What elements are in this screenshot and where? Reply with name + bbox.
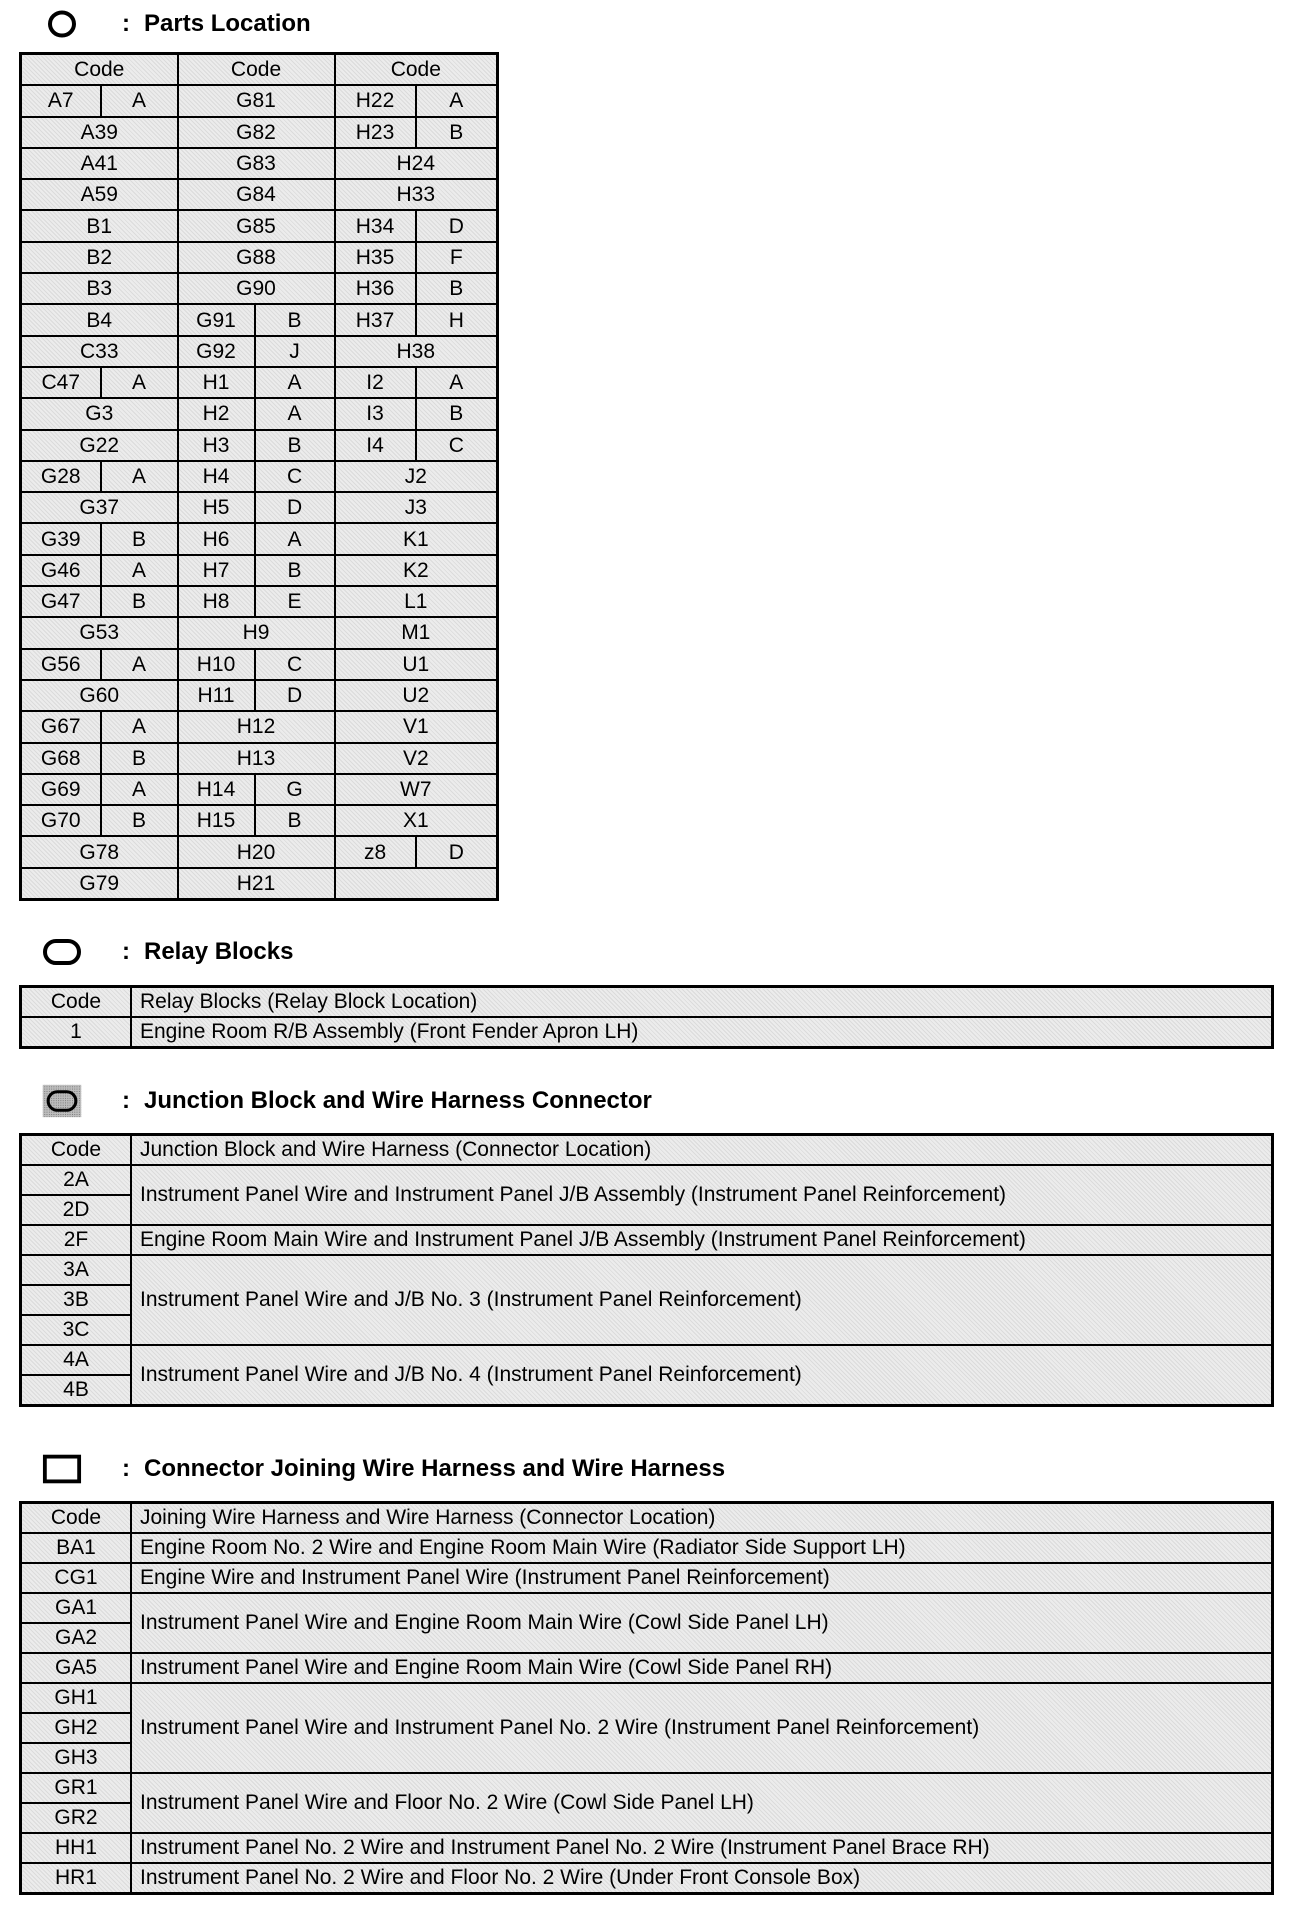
part-code-cell: H33 xyxy=(335,179,498,210)
connector-code-cell: 2A xyxy=(21,1165,132,1195)
table-row xyxy=(21,367,498,398)
junction-block-title: Junction Block and Wire Harness Connector xyxy=(144,1087,652,1114)
part-code-cell: G70 xyxy=(21,805,101,836)
connector-location-cell: Instrument Panel Wire and Engine Room Main Wire (Cowl Side Panel RH) xyxy=(131,1653,1273,1683)
part-code-cell: G79 xyxy=(21,868,178,900)
connector-code-cell: GA5 xyxy=(21,1653,132,1683)
connector-code-cell: GH2 xyxy=(21,1713,132,1743)
table-row xyxy=(21,273,498,304)
table-row xyxy=(21,586,498,617)
column-header: Code xyxy=(178,54,335,86)
connector-code-cell: 3A xyxy=(21,1255,132,1285)
connector-code-cell: GH3 xyxy=(21,1743,132,1773)
table-row xyxy=(21,430,498,461)
part-variant-cell: A xyxy=(101,367,178,398)
part-variant-cell: J xyxy=(255,336,335,367)
connector-location-cell: Instrument Panel Wire and Engine Room Main Wire (Cowl Side Panel LH) xyxy=(131,1593,1273,1653)
table-row xyxy=(21,1533,1273,1563)
part-code-cell: H24 xyxy=(335,148,498,179)
connector-code-cell: GH1 xyxy=(21,1683,132,1713)
connector-location-cell: Engine Room Main Wire and Instrument Panel J/B Assembly (Instrument Panel Reinforcement) xyxy=(131,1225,1273,1255)
part-code-cell: H35 xyxy=(335,242,416,273)
connector-code-cell: GA2 xyxy=(21,1623,132,1653)
part-code-cell: H2 xyxy=(178,398,255,429)
relay-blocks-table xyxy=(19,985,1274,1049)
part-code-cell: H38 xyxy=(335,336,498,367)
part-code-cell: G47 xyxy=(21,586,101,617)
connector-code-cell: GR2 xyxy=(21,1803,132,1833)
part-code-cell: I3 xyxy=(335,398,416,429)
connector-code-cell: HH1 xyxy=(21,1833,132,1863)
part-code-cell: B4 xyxy=(21,304,178,335)
part-code-cell xyxy=(335,868,498,900)
connector-code-cell: 4B xyxy=(21,1375,132,1406)
part-code-cell: G90 xyxy=(178,273,335,304)
description-column-header: Joining Wire Harness and Wire Harness (Connector Location) xyxy=(131,1503,1273,1534)
connector-code-cell: GR1 xyxy=(21,1773,132,1803)
part-code-cell: H3 xyxy=(178,430,255,461)
table-row xyxy=(21,461,498,492)
relay-blocks-title: Relay Blocks xyxy=(144,938,294,965)
part-code-cell: H1 xyxy=(178,367,255,398)
table-row xyxy=(21,523,498,554)
table-header-row xyxy=(21,987,1273,1018)
column-header: Code xyxy=(335,54,498,86)
rounded-rect-symbol-icon xyxy=(42,938,82,966)
part-code-cell: G60 xyxy=(21,680,178,711)
junction-block-table xyxy=(19,1133,1274,1407)
part-variant-cell: B xyxy=(255,430,335,461)
junction-block-header xyxy=(42,1083,652,1119)
table-row xyxy=(21,680,498,711)
table-row xyxy=(21,179,498,210)
part-variant-cell: B xyxy=(416,273,498,304)
connector-code-cell: BA1 xyxy=(21,1533,132,1563)
part-variant-cell: B xyxy=(101,805,178,836)
table-row xyxy=(21,743,498,774)
parts-location-table xyxy=(19,52,499,901)
connector-location-cell: Instrument Panel Wire and Floor No. 2 Wire (Cowl Side Panel LH) xyxy=(131,1773,1273,1833)
part-code-cell: I2 xyxy=(335,367,416,398)
part-code-cell: U1 xyxy=(335,649,498,680)
connector-location-cell: Instrument Panel Wire and J/B No. 3 (Instrument Panel Reinforcement) xyxy=(131,1255,1273,1345)
part-variant-cell: A xyxy=(101,774,178,805)
part-code-cell: G3 xyxy=(21,398,178,429)
part-code-cell: H37 xyxy=(335,304,416,335)
connector-joining-table xyxy=(19,1501,1274,1895)
junction-block-colon: : xyxy=(122,1087,130,1114)
part-variant-cell: F xyxy=(416,242,498,273)
part-variant-cell: A xyxy=(101,85,178,116)
part-code-cell: H7 xyxy=(178,555,255,586)
table-row xyxy=(21,1255,1273,1285)
part-variant-cell: D xyxy=(255,680,335,711)
part-code-cell: W7 xyxy=(335,774,498,805)
code-column-header: Code xyxy=(21,1503,132,1534)
part-variant-cell: A xyxy=(255,367,335,398)
part-code-cell: H13 xyxy=(178,743,335,774)
connector-location-cell: Engine Room R/B Assembly (Front Fender Apron LH) xyxy=(131,1017,1273,1048)
table-row xyxy=(21,1345,1273,1375)
part-code-cell: H9 xyxy=(178,617,335,648)
part-code-cell: H12 xyxy=(178,711,335,742)
shaded-oval-symbol-icon xyxy=(42,1087,82,1115)
part-code-cell: G28 xyxy=(21,461,101,492)
part-code-cell: G88 xyxy=(178,242,335,273)
column-header: Code xyxy=(21,54,178,86)
part-code-cell: X1 xyxy=(335,805,498,836)
part-code-cell: J2 xyxy=(335,461,498,492)
relay-blocks-colon: : xyxy=(122,938,130,965)
part-variant-cell: B xyxy=(101,743,178,774)
part-code-cell: A59 xyxy=(21,179,178,210)
part-code-cell: G22 xyxy=(21,430,178,461)
part-variant-cell: A xyxy=(255,398,335,429)
table-row xyxy=(21,117,498,148)
part-code-cell: I4 xyxy=(335,430,416,461)
table-row xyxy=(21,1563,1273,1593)
part-code-cell: K2 xyxy=(335,555,498,586)
part-variant-cell: A xyxy=(101,649,178,680)
table-row xyxy=(21,1165,1273,1195)
part-code-cell: M1 xyxy=(335,617,498,648)
part-variant-cell: A xyxy=(416,367,498,398)
table-row xyxy=(21,242,498,273)
part-variant-cell: D xyxy=(416,210,498,241)
table-row xyxy=(21,336,498,367)
connector-joining-colon: : xyxy=(122,1455,130,1482)
part-code-cell: C47 xyxy=(21,367,101,398)
part-variant-cell: B xyxy=(101,523,178,554)
part-variant-cell: C xyxy=(255,461,335,492)
part-code-cell: H23 xyxy=(335,117,416,148)
part-code-cell: G83 xyxy=(178,148,335,179)
part-variant-cell: B xyxy=(255,555,335,586)
part-code-cell: H8 xyxy=(178,586,255,617)
parts-location-colon: : xyxy=(122,10,130,37)
table-row xyxy=(21,492,498,523)
connector-code-cell: 3B xyxy=(21,1285,132,1315)
connector-location-cell: Instrument Panel Wire and Instrument Panel J/B Assembly (Instrument Panel Reinforcement) xyxy=(131,1165,1273,1225)
table-row xyxy=(21,805,498,836)
table-row xyxy=(21,1225,1273,1255)
part-code-cell: V2 xyxy=(335,743,498,774)
part-variant-cell: A xyxy=(101,711,178,742)
part-variant-cell: B xyxy=(416,398,498,429)
table-row xyxy=(21,148,498,179)
part-code-cell: H21 xyxy=(178,868,335,900)
part-variant-cell: B xyxy=(255,304,335,335)
part-variant-cell: D xyxy=(255,492,335,523)
part-code-cell: G46 xyxy=(21,555,101,586)
part-code-cell: G84 xyxy=(178,179,335,210)
part-variant-cell: A xyxy=(101,461,178,492)
part-code-cell: G81 xyxy=(178,85,335,116)
connector-code-cell: 2D xyxy=(21,1195,132,1225)
part-code-cell: V1 xyxy=(335,711,498,742)
part-code-cell: H15 xyxy=(178,805,255,836)
part-variant-cell: D xyxy=(416,836,498,867)
table-header-row xyxy=(21,1135,1273,1166)
connector-code-cell: 4A xyxy=(21,1345,132,1375)
part-code-cell: H6 xyxy=(178,523,255,554)
part-code-cell: H5 xyxy=(178,492,255,523)
connector-code-cell: HR1 xyxy=(21,1863,132,1894)
table-row xyxy=(21,1653,1273,1683)
part-code-cell: A41 xyxy=(21,148,178,179)
part-code-cell: G39 xyxy=(21,523,101,554)
part-code-cell: B3 xyxy=(21,273,178,304)
table-row xyxy=(21,617,498,648)
part-code-cell: H4 xyxy=(178,461,255,492)
code-column-header: Code xyxy=(21,1135,132,1166)
part-code-cell: H36 xyxy=(335,273,416,304)
part-code-cell: C33 xyxy=(21,336,178,367)
connector-location-cell: Engine Wire and Instrument Panel Wire (Instrument Panel Reinforcement) xyxy=(131,1563,1273,1593)
part-code-cell: L1 xyxy=(335,586,498,617)
table-row xyxy=(21,1773,1273,1803)
part-code-cell: G67 xyxy=(21,711,101,742)
table-row xyxy=(21,1683,1273,1713)
part-code-cell: H34 xyxy=(335,210,416,241)
part-code-cell: B1 xyxy=(21,210,178,241)
part-code-cell: U2 xyxy=(335,680,498,711)
part-code-cell: H10 xyxy=(178,649,255,680)
connector-code-cell: 3C xyxy=(21,1315,132,1345)
table-row xyxy=(21,210,498,241)
connector-location-cell: Instrument Panel Wire and Instrument Panel No. 2 Wire (Instrument Panel Reinforcement) xyxy=(131,1683,1273,1773)
table-row xyxy=(21,1833,1273,1863)
table-row xyxy=(21,1017,1273,1048)
part-code-cell: G68 xyxy=(21,743,101,774)
part-variant-cell: E xyxy=(255,586,335,617)
part-variant-cell: H xyxy=(416,304,498,335)
relay-blocks-header xyxy=(42,934,293,970)
table-row xyxy=(21,868,498,900)
part-code-cell: G85 xyxy=(178,210,335,241)
square-symbol-icon xyxy=(42,1455,82,1483)
connector-code-cell: 1 xyxy=(21,1017,132,1048)
part-code-cell: G53 xyxy=(21,617,178,648)
part-code-cell: H11 xyxy=(178,680,255,711)
table-header-row xyxy=(21,54,498,86)
part-variant-cell: B xyxy=(255,805,335,836)
part-variant-cell: G xyxy=(255,774,335,805)
description-column-header: Junction Block and Wire Harness (Connector Location) xyxy=(131,1135,1273,1166)
part-code-cell: K1 xyxy=(335,523,498,554)
table-row xyxy=(21,649,498,680)
part-code-cell: G69 xyxy=(21,774,101,805)
part-variant-cell: A xyxy=(101,555,178,586)
part-code-cell: H14 xyxy=(178,774,255,805)
part-code-cell: G82 xyxy=(178,117,335,148)
table-row xyxy=(21,1863,1273,1894)
part-variant-cell: C xyxy=(416,430,498,461)
part-variant-cell: B xyxy=(101,586,178,617)
part-variant-cell: A xyxy=(255,523,335,554)
description-column-header: Relay Blocks (Relay Block Location) xyxy=(131,987,1273,1018)
table-row xyxy=(21,1593,1273,1623)
parts-location-header xyxy=(42,6,311,42)
part-variant-cell: B xyxy=(416,117,498,148)
part-code-cell: H22 xyxy=(335,85,416,116)
table-row xyxy=(21,398,498,429)
connector-location-cell: Instrument Panel Wire and J/B No. 4 (Instrument Panel Reinforcement) xyxy=(131,1345,1273,1406)
table-row xyxy=(21,304,498,335)
table-header-row xyxy=(21,1503,1273,1534)
parts-location-title: Parts Location xyxy=(144,10,311,37)
connector-location-cell: Instrument Panel No. 2 Wire and Instrument Panel No. 2 Wire (Instrument Panel Brace RH) xyxy=(131,1833,1273,1863)
part-code-cell: G37 xyxy=(21,492,178,523)
part-code-cell: z8 xyxy=(335,836,416,867)
part-code-cell: H20 xyxy=(178,836,335,867)
connector-code-cell: 2F xyxy=(21,1225,132,1255)
connector-code-cell: CG1 xyxy=(21,1563,132,1593)
table-row xyxy=(21,555,498,586)
part-code-cell: G78 xyxy=(21,836,178,867)
part-variant-cell: A xyxy=(416,85,498,116)
code-column-header: Code xyxy=(21,987,132,1018)
connector-location-cell: Engine Room No. 2 Wire and Engine Room Main Wire (Radiator Side Support LH) xyxy=(131,1533,1273,1563)
part-code-cell: A7 xyxy=(21,85,101,116)
part-code-cell: B2 xyxy=(21,242,178,273)
circle-symbol-icon xyxy=(42,10,82,38)
part-code-cell: G91 xyxy=(178,304,255,335)
part-code-cell: A39 xyxy=(21,117,178,148)
part-code-cell: G92 xyxy=(178,336,255,367)
table-row xyxy=(21,711,498,742)
connector-joining-header xyxy=(42,1451,725,1487)
table-row xyxy=(21,774,498,805)
part-code-cell: J3 xyxy=(335,492,498,523)
connector-location-cell: Instrument Panel No. 2 Wire and Floor No. 2 Wire (Under Front Console Box) xyxy=(131,1863,1273,1894)
connector-joining-title: Connector Joining Wire Harness and Wire Harness xyxy=(144,1455,726,1482)
part-code-cell: G56 xyxy=(21,649,101,680)
connector-code-cell: GA1 xyxy=(21,1593,132,1623)
table-row xyxy=(21,836,498,867)
table-row xyxy=(21,85,498,116)
part-variant-cell: C xyxy=(255,649,335,680)
